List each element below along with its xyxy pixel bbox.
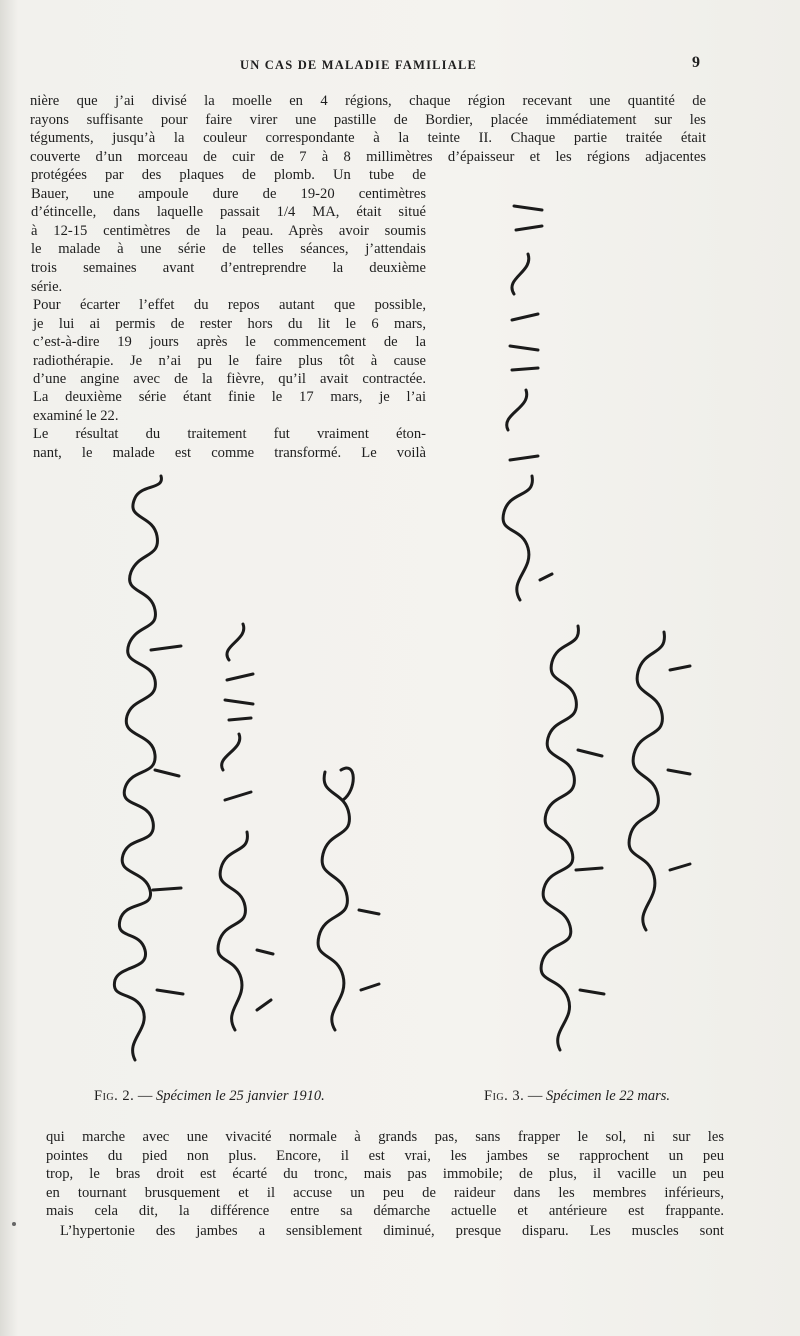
text-line: c’est-à-dire 19 jours après le commencement de la: [33, 334, 426, 351]
paragraph-gait: [46, 1128, 724, 1221]
text-line: L’hypertonie des jambes a sensiblement diminué, presque disparu. Les muscles sont: [60, 1223, 724, 1239]
paragraph-result: [33, 425, 426, 462]
text-line: en tournant brusquement et il accuse un peu de raideur dans les membres inférieurs,: [46, 1184, 724, 1201]
text-line: à 12-15 centimètres de la peau. Après avoir soumis: [31, 222, 426, 239]
page-header: [0, 56, 800, 80]
running-title: UN CAS DE MALADIE FAMILIALE: [240, 58, 478, 72]
caption-description: Spécimen le 25 janvier 1910.: [156, 1088, 325, 1104]
text-line: trop, le bras droit est écarté du tronc, mais pas immobile; de plus, il vacille un peu: [46, 1166, 724, 1183]
text-line: qui marche avec une vivacité normale à grands pas, sans frapper le sol, ni sur les: [46, 1129, 724, 1145]
caption-description: Spécimen le 22 mars.: [546, 1088, 671, 1104]
caption-dash: —: [524, 1088, 546, 1104]
scan-speck: [12, 1222, 16, 1226]
text-line: téguments, jusqu’à la couleur correspondante à la teinte II. Chaque partie traitée était: [30, 130, 706, 147]
caption-dash: —: [134, 1088, 156, 1104]
figure-2-caption: [94, 1088, 325, 1105]
paragraph-second-series: [33, 388, 426, 425]
text-line: d’une angine avec de la fièvre, qu’il avait contractée.: [33, 371, 426, 388]
page-number: 9: [692, 54, 700, 71]
text-line: nière que j’ai divisé la moelle en 4 régions, chaque région recevant une quantité de: [30, 93, 706, 109]
text-line: Pour écarter l’effet du repos autant que possible,: [33, 297, 426, 313]
figure-3-caption: [484, 1088, 670, 1105]
text-line: Bauer, une ampoule dure de 19-20 centimètres: [31, 185, 426, 202]
handwriting-specimen-fig3: [460, 170, 730, 1070]
text-line: nant, le malade est comme transformé. Le voilà: [33, 444, 426, 461]
handwriting-fig2-drawing: [95, 470, 435, 1070]
text-line: rayons suffisante pour faire virer une pastille de Bordier, placée immédiatement sur les: [30, 111, 706, 128]
text-line: je lui ai permis de rester hors du lit le 6 mars,: [33, 315, 426, 332]
text-line: série.: [31, 278, 63, 295]
text-line: mais cela dit, la différence entre sa démarche actuelle et antérieure est frappante.: [46, 1203, 724, 1220]
paragraph-rest: [33, 296, 426, 389]
text-line: couverte d’un morceau de cuir de 7 à 8 millimètres d’épaisseur et les régions adjacentes: [30, 148, 706, 165]
text-line: le malade à une série de telles séances, j’attendais: [31, 241, 426, 258]
paragraph-hypertonia: [60, 1222, 724, 1241]
text-line: protégées par des plaques de plomb. Un tube de: [31, 167, 426, 183]
caption-label: Fig. 3.: [484, 1088, 525, 1104]
text-line: La deuxième série étant finie le 17 mars, je l’ai: [33, 389, 426, 405]
text-line: radiothérapie. Je n’ai pu le faire plus tôt à cause: [33, 352, 426, 369]
text-line: examiné le 22.: [33, 407, 119, 424]
text-line: Le résultat du traitement fut vraiment éton-: [33, 426, 426, 442]
text-line: d’étincelle, dans laquelle passait 1/4 MA, était situé: [31, 204, 426, 221]
handwriting-specimen-fig2: [95, 470, 435, 1070]
text-line: pointes du pied non plus. Encore, il est vrai, les jambes se rapprochent un peu: [46, 1147, 724, 1164]
text-line: trois semaines avant d’entreprendre la deuxième: [31, 259, 426, 276]
paragraph-protection: [31, 166, 426, 296]
paragraph-radiation-method: [30, 92, 706, 166]
caption-label: Fig. 2.: [94, 1088, 135, 1104]
handwriting-fig3-drawing: [460, 170, 730, 1070]
